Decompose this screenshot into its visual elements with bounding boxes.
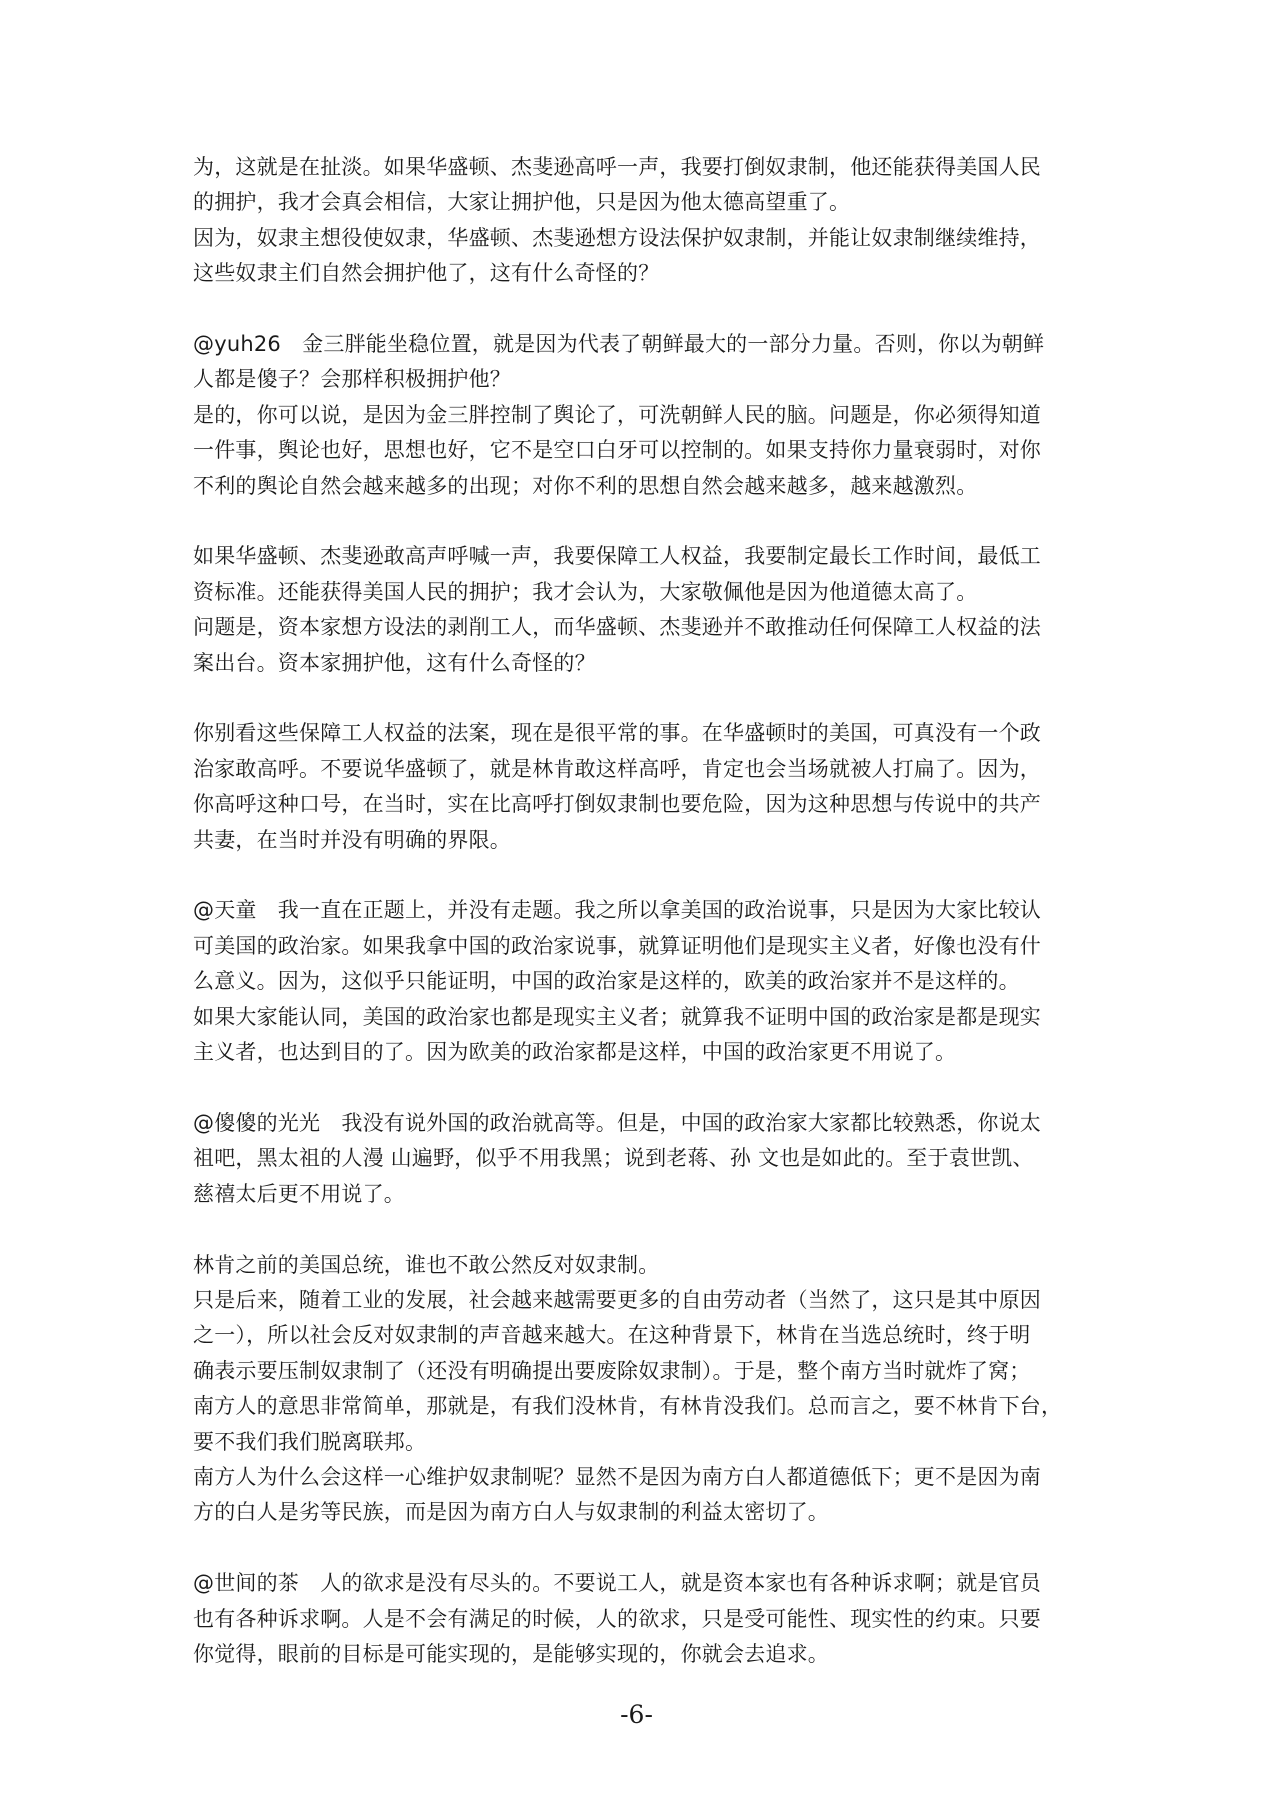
text-line: 可美国的政治家。如果我拿中国的政治家说事，就算证明他们是现实主义者，好像也没有什 (193, 933, 1041, 958)
text-line: 祖吧，黑太祖的人漫 山遍野，似乎不用我黑；说到老蒋、孙 文也是如此的。至于袁世凯、 (193, 1146, 1034, 1171)
text-line: 如果大家能认同，美国的政治家也都是现实主义者；就算我不证明中国的政治家是都是现实 (193, 1004, 1041, 1029)
text-line: 因为，奴隶主想役使奴隶，华盛顿、杰斐逊想方设法保护奴隶制，并能让奴隶制继续维持， (193, 225, 1041, 250)
text-line: 人都是傻子？会那样积极拥护他？ (193, 367, 511, 392)
text-line: 的拥护，我才会真会相信，大家让拥护他，只是因为他太德高望重了。 (193, 190, 851, 215)
text-line: 林肯之前的美国总统，谁也不敢公然反对奴隶制。 (193, 1252, 660, 1277)
paragraph (193, 327, 1093, 504)
paragraph (193, 893, 1093, 1070)
text-line: 之一），所以社会反对奴隶制的声音越来越大。在这种背景下，林肯在当选总统时，终于明 (193, 1323, 1031, 1348)
text-line: 慈禧太后更不用说了。 (193, 1181, 405, 1206)
text-line: 为，这就是在扯淡。如果华盛顿、杰斐逊高呼一声，我要打倒奴隶制，他还能获得美国人民 (193, 155, 1041, 179)
text-line: 是的，你可以说，是因为金三胖控制了舆论了，可洗朝鲜人民的脑。问题是，你必须得知道 (193, 402, 1041, 427)
text-line: 确表示要压制奴隶制了（还没有明确提出要废除奴隶制）。于是，整个南方当时就炸了窝； (193, 1358, 1031, 1383)
text-line: 治家敢高呼。不要说华盛顿了，就是林肯敢这样高呼，肯定也会当场就被人打扁了。因为， (193, 756, 1041, 781)
text-line: @天童 我一直在正题上，并没有走题。我之所以拿美国的政治说事，只是因为大家比较认 (193, 898, 1041, 923)
text-line: 南方人为什么会这样一心维护奴隶制呢？显然不是因为南方白人都道德低下；更不是因为南 (193, 1464, 1041, 1489)
text-line: 案出台。资本家拥护他，这有什么奇怪的？ (193, 650, 596, 675)
text-line: 只是后来，随着工业的发展，社会越来越需要更多的自由劳动者（当然了，这只是其中原因 (193, 1287, 1041, 1312)
document-body (193, 150, 1093, 1672)
text-line: 么意义。因为，这似乎只能证明，中国的政治家是这样的，欧美的政治家并不是这样的。 (193, 969, 1020, 994)
paragraph (193, 539, 1093, 681)
text-line: 问题是，资本家想方设法的剥削工人，而华盛顿、杰斐逊并不敢推动任何保障工人权益的法 (193, 615, 1041, 640)
text-line: 主义者，也达到目的了。因为欧美的政治家都是这样，中国的政治家更不用说了。 (193, 1040, 957, 1065)
text-line: 资标准。还能获得美国人民的拥护；我才会认为，大家敬佩他是因为他道德太高了。 (193, 579, 978, 604)
paragraph (193, 716, 1093, 858)
text-line: 方的白人是劣等民族，而是因为南方白人与奴隶制的利益太密切了。 (193, 1500, 829, 1525)
text-line: 如果华盛顿、杰斐逊敢高声呼喊一声，我要保障工人权益，我要制定最长工作时间，最低工 (193, 544, 1041, 569)
paragraph (193, 150, 1093, 292)
text-line: 也有各种诉求啊。人是不会有满足的时候，人的欲求，只是受可能性、现实性的约束。只要 (193, 1606, 1041, 1631)
text-line: 不利的舆论自然会越来越多的出现；对你不利的思想自然会越来越多，越来越激烈。 (193, 473, 978, 498)
paragraph (193, 1566, 1093, 1672)
paragraph (193, 1106, 1093, 1212)
text-line: @傻傻的光光 我没有说外国的政治就高等。但是，中国的政治家大家都比较熟悉，你说太 (193, 1110, 1041, 1135)
text-line: 要不我们我们脱离联邦。 (193, 1429, 427, 1454)
text-line: 南方人的意思非常简单，那就是，有我们没林肯，有林肯没我们。总而言之，要不林肯下台， (193, 1394, 1063, 1419)
text-line: 你别看这些保障工人权益的法案，现在是很平常的事。在华盛顿时的美国，可真没有一个政 (193, 721, 1041, 746)
paragraph (193, 1248, 1093, 1531)
text-line: @世间的茶 人的欲求是没有尽头的。不要说工人，就是资本家也有各种诉求啊；就是官员 (193, 1571, 1041, 1596)
page-number: -6- (620, 1700, 653, 1729)
text-line: 你觉得，眼前的目标是可能实现的，是能够实现的，你就会去追求。 (193, 1641, 829, 1666)
text-line: 一件事，舆论也好，思想也好，它不是空口白牙可以控制的。如果支持你力量衰弱时，对你 (193, 438, 1041, 463)
text-line: 共妻，在当时并没有明确的界限。 (193, 827, 511, 852)
text-line: 这些奴隶主们自然会拥护他了，这有什么奇怪的？ (193, 261, 660, 286)
text-line: 你高呼这种口号，在当时，实在比高呼打倒奴隶制也要危险，因为这种思想与传说中的共产 (193, 792, 1041, 817)
text-line: @yuh26 金三胖能坐稳位置，就是因为代表了朝鲜最大的一部分力量。否则，你以为朝鲜 (193, 332, 1045, 357)
